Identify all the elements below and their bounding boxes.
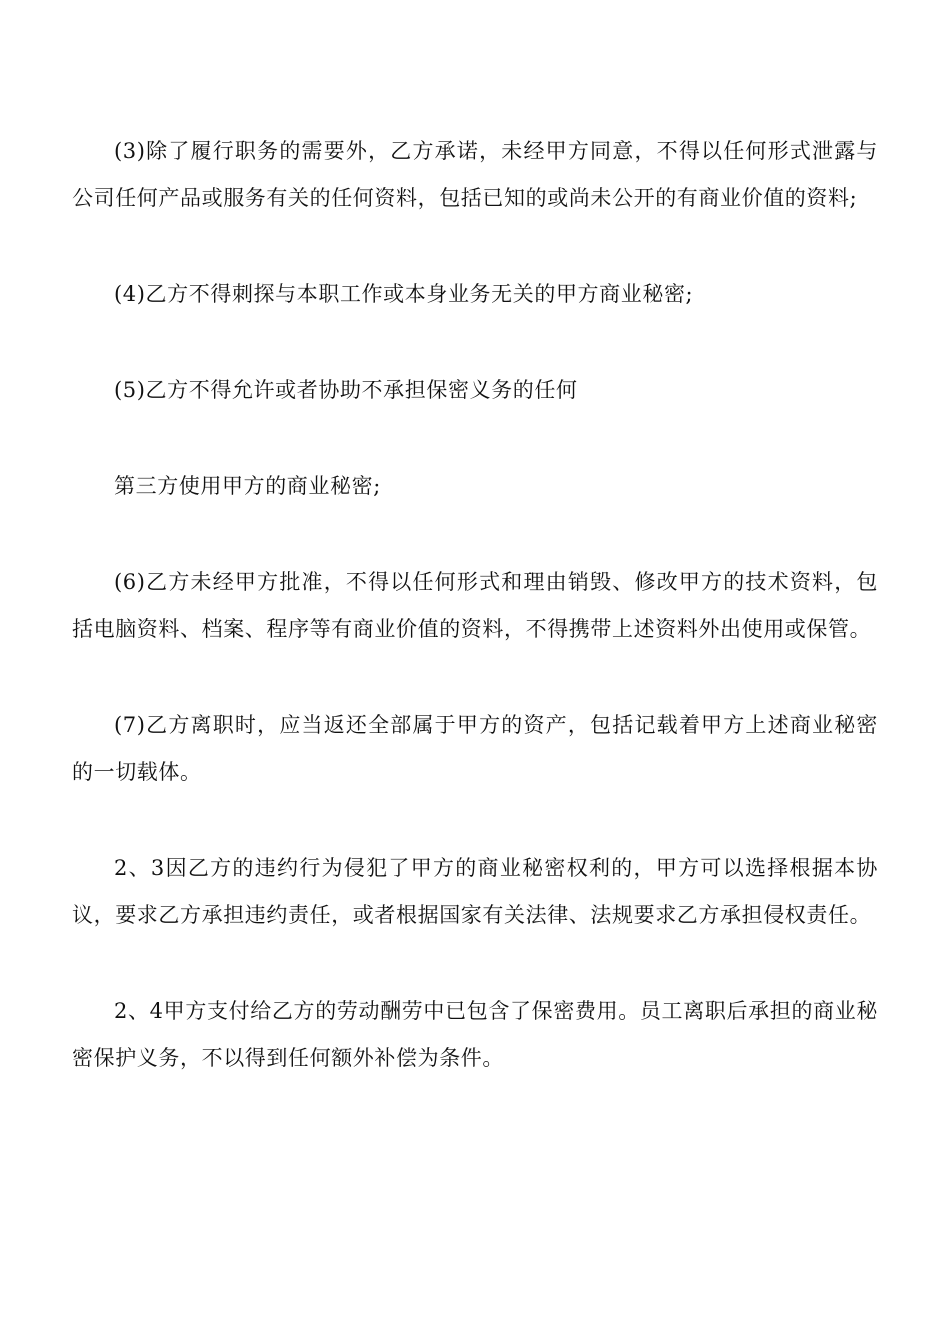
paragraph-section-2-4: 2、4甲方支付给乙方的劳动酬劳中已包含了保密费用。员工离职后承担的商业秘密保护义务，不以得到任何额外补偿为条件。: [72, 999, 878, 1070]
paragraph-clause-6: (6)乙方未经甲方批准，不得以任何形式和理由销毁、修改甲方的技术资料，包括电脑资料、档案、程序等有商业价值的资料，不得携带上述资料外出使用或保管。: [72, 570, 878, 641]
paragraph-clause-5-continued: 第三方使用甲方的商业秘密;: [114, 474, 381, 498]
paragraph-clause-4: (4)乙方不得刺探与本职工作或本身业务无关的甲方商业秘密;: [114, 282, 694, 306]
paragraph-clause-3: (3)除了履行职务的需要外，乙方承诺，未经甲方同意，不得以任何形式泄露与公司任何产品或服务有关的任何资料，包括已知的或尚未公开的有商业价值的资料;: [72, 139, 878, 210]
paragraph-clause-5: (5)乙方不得允许或者协助不承担保密义务的任何: [114, 378, 578, 402]
document-body: [72, 128, 878, 1082]
paragraph-section-2-3: 2、3因乙方的违约行为侵犯了甲方的商业秘密权利的，甲方可以选择根据本协议，要求乙方承担违约责任，或者根据国家有关法律、法规要求乙方承担侵权责任。: [72, 856, 878, 927]
paragraph-clause-7: (7)乙方离职时，应当返还全部属于甲方的资产，包括记载着甲方上述商业秘密的一切载体。: [72, 713, 878, 784]
